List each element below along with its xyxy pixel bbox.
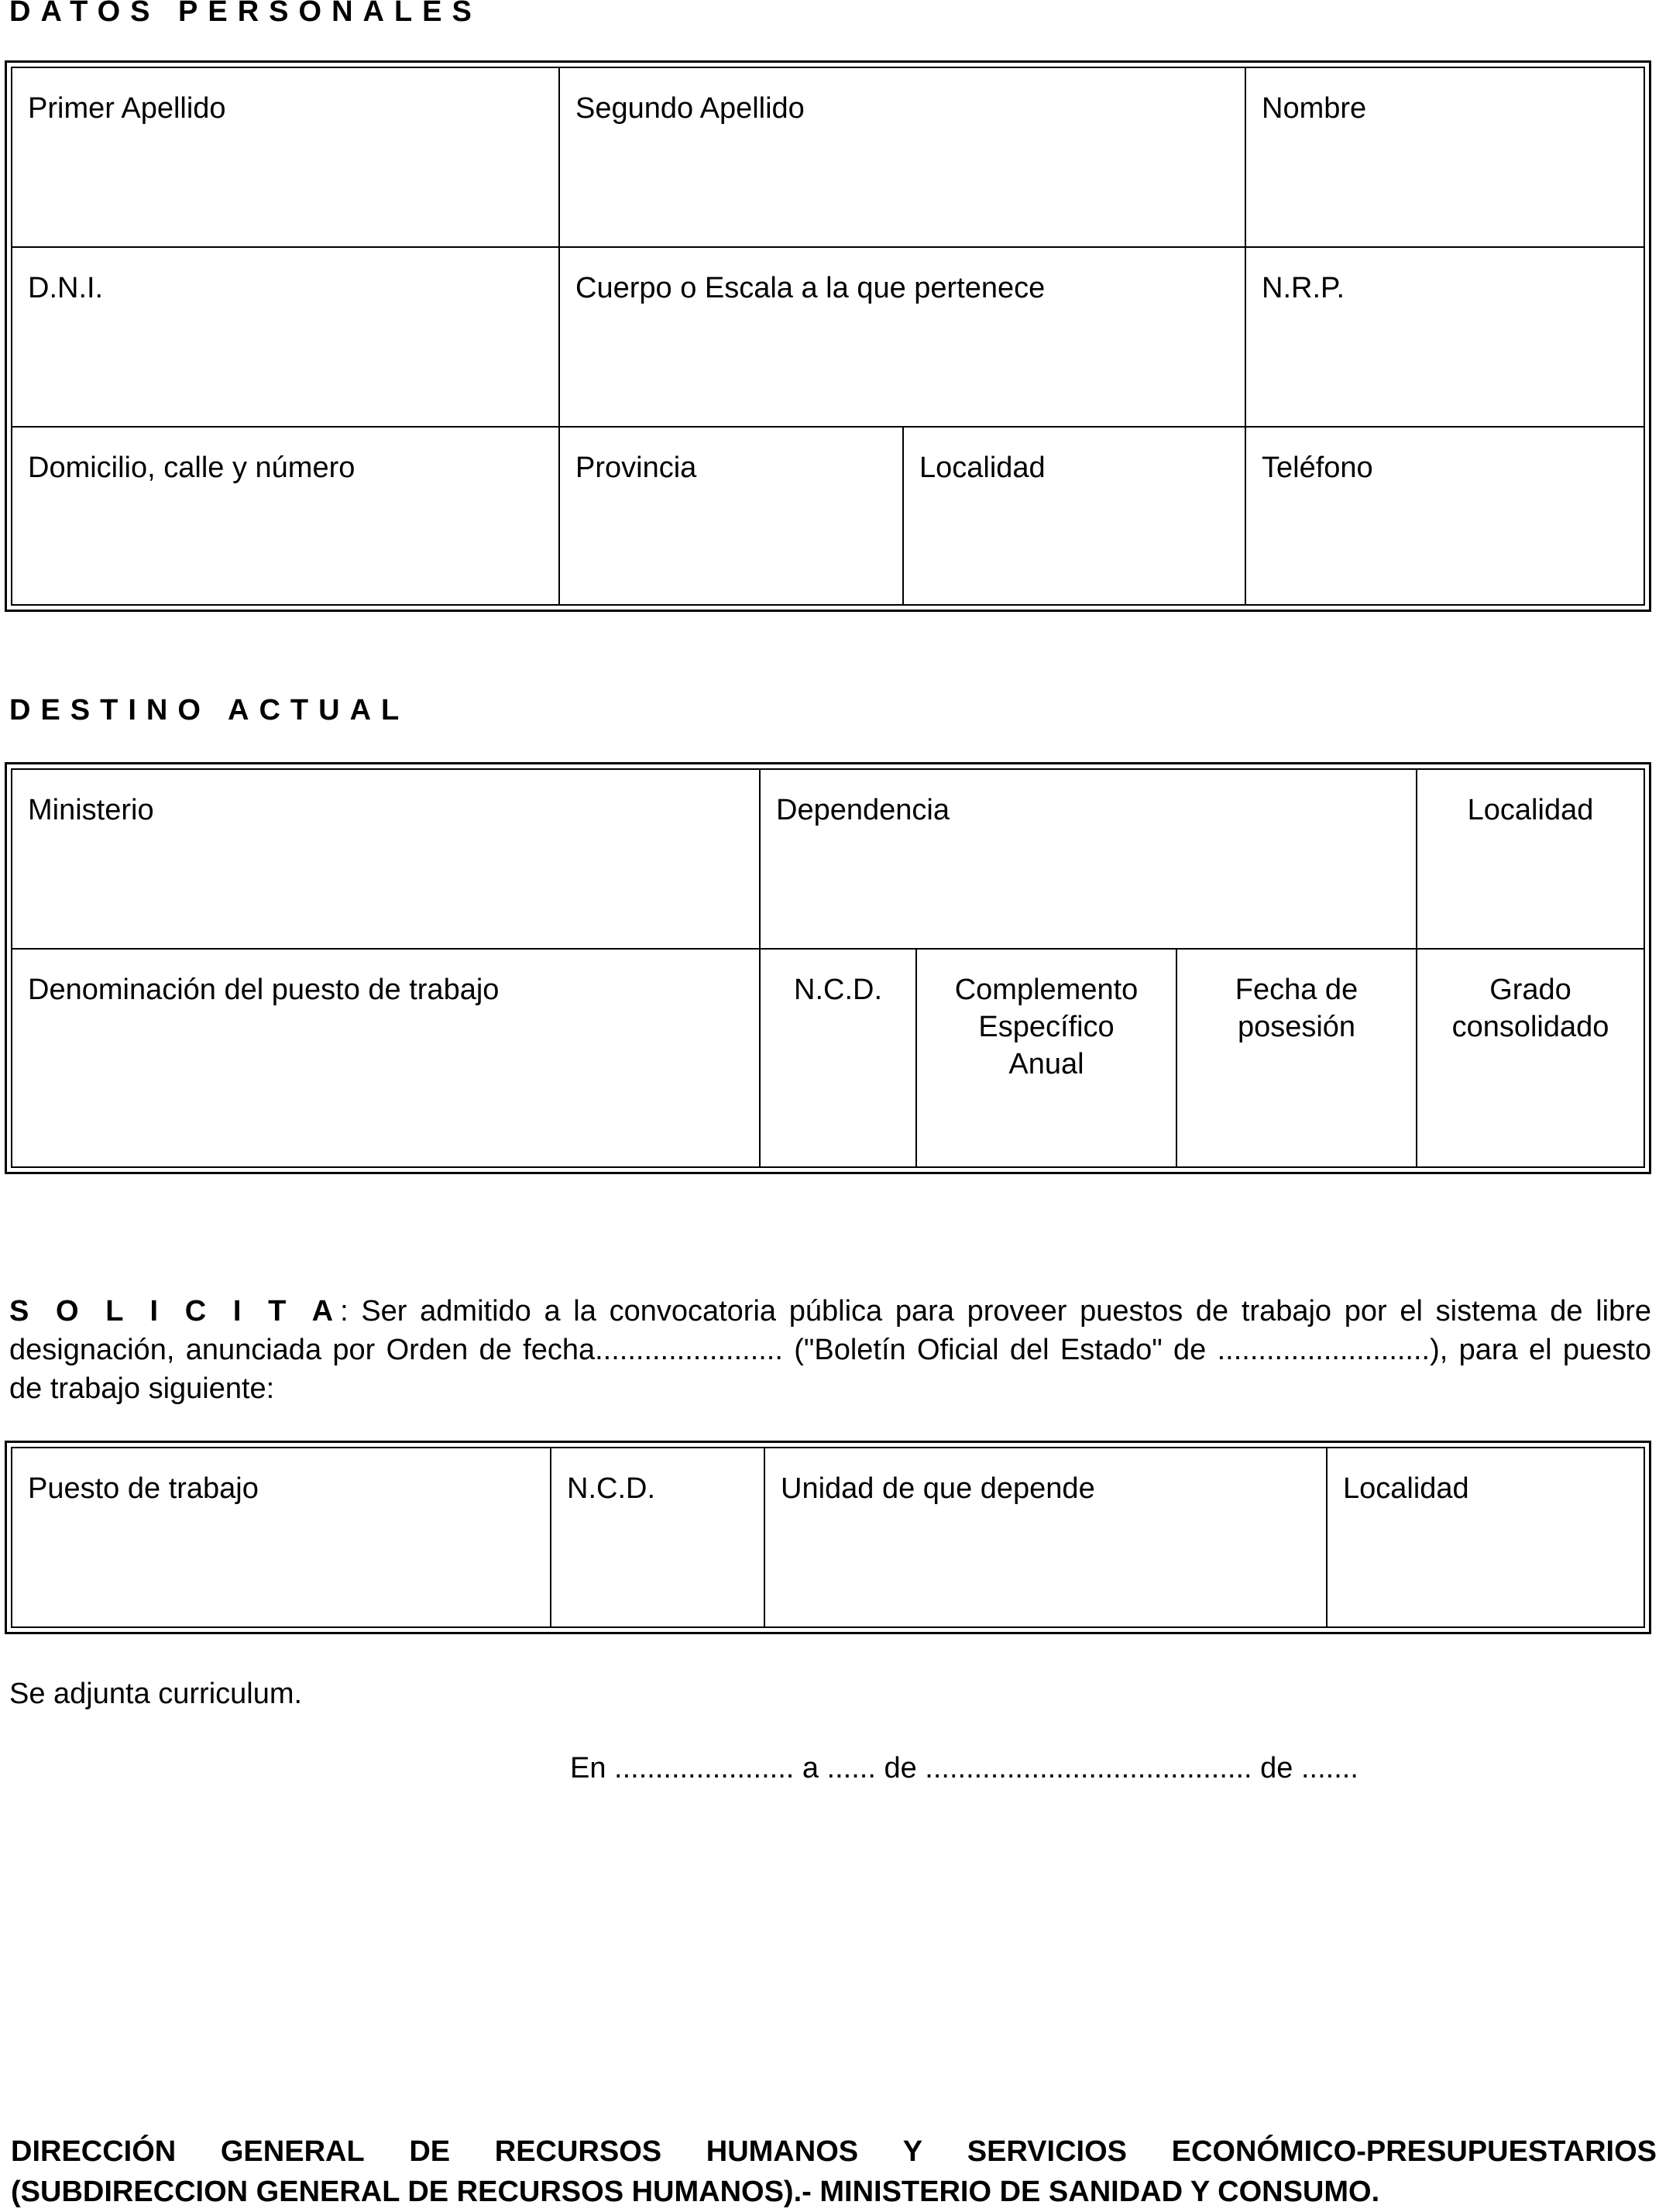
ministerio-field[interactable]: Ministerio (12, 770, 761, 950)
puesto-trabajo-field[interactable]: Puesto de trabajo (12, 1448, 551, 1626)
footer-word: SERVICIOS (967, 2135, 1127, 2168)
fecha-firma-line[interactable]: En ...................... a ...... de ........................................ de ....... (570, 1752, 1358, 1784)
localidad-field[interactable]: Localidad (904, 428, 1246, 604)
solicita-text: Ser admitido a la convocatoria pública para proveer puestos de trabajo por el sistema de libre designación, anunciada por Orden de fecha....................... ("Boletín Oficial del Estado" de ..........................), para el puesto de trabajo siguiente: (9, 1295, 1651, 1405)
denominacion-puesto-field[interactable]: Denominación del puesto de trabajo (12, 950, 761, 1166)
footer-word: GENERAL (220, 2135, 365, 2168)
complemento-especifico-field[interactable]: Complemento Específico Anual (917, 950, 1177, 1166)
footer-line-1 (11, 2131, 1657, 2172)
nrp-field[interactable]: N.R.P. (1246, 248, 1644, 428)
footer-word: DIRECCIÓN (11, 2135, 177, 2168)
destino-actual-table (5, 762, 1651, 1174)
provincia-field[interactable]: Provincia (560, 428, 904, 604)
solicita-paragraph (9, 1292, 1651, 1408)
footer-word: ECONÓMICO-PRESUPUESTARIOS (1171, 2135, 1657, 2168)
localidad-solicitado-field[interactable]: Localidad (1343, 1472, 1469, 1505)
fecha-posesion-field[interactable]: Fecha de posesión (1177, 950, 1417, 1166)
datos-personales-table (5, 60, 1651, 612)
nombre-field[interactable]: Nombre (1246, 68, 1644, 248)
footer-line-2: (SUBDIRECCION GENERAL DE RECURSOS HUMANOS).- MINISTERIO DE SANIDAD Y CONSUMO. (11, 2176, 1380, 2208)
section-title-destino-actual: DESTINO ACTUAL (9, 694, 410, 726)
dni-field[interactable]: D.N.I. (12, 248, 560, 428)
footer-word: RECURSOS (494, 2135, 662, 2168)
footer-word: DE (409, 2135, 451, 2168)
puesto-solicitado-table (5, 1441, 1651, 1634)
footer-organismo (11, 2131, 1657, 2212)
cuerpo-escala-field[interactable]: Cuerpo o Escala a la que pertenece (560, 248, 1246, 428)
footer-word: HUMANOS (706, 2135, 859, 2168)
telefono-field[interactable]: Teléfono (1262, 452, 1373, 484)
localidad-destino-field[interactable]: Localidad (1417, 770, 1644, 950)
grado-consolidado-field[interactable]: Grado consolidado (1451, 974, 1609, 1043)
primer-apellido-field[interactable]: Primer Apellido (12, 68, 560, 248)
footer-word: Y (902, 2135, 923, 2168)
unidad-depende-field[interactable]: Unidad de que depende (765, 1448, 1328, 1626)
dependencia-field[interactable]: Dependencia (761, 770, 1417, 950)
solicita-colon: : (340, 1295, 349, 1328)
segundo-apellido-field[interactable]: Segundo Apellido (560, 68, 1246, 248)
section-title-datos-personales: DATOS PERSONALES (9, 0, 482, 28)
ncd-solicitado-field[interactable]: N.C.D. (551, 1448, 765, 1626)
adjunta-curriculum-text: Se adjunta curriculum. (9, 1678, 303, 1710)
domicilio-field[interactable]: Domicilio, calle y número (12, 428, 560, 604)
ncd-destino-field[interactable]: N.C.D. (761, 950, 917, 1166)
solicita-keyword: S O L I C I T A (9, 1295, 341, 1328)
